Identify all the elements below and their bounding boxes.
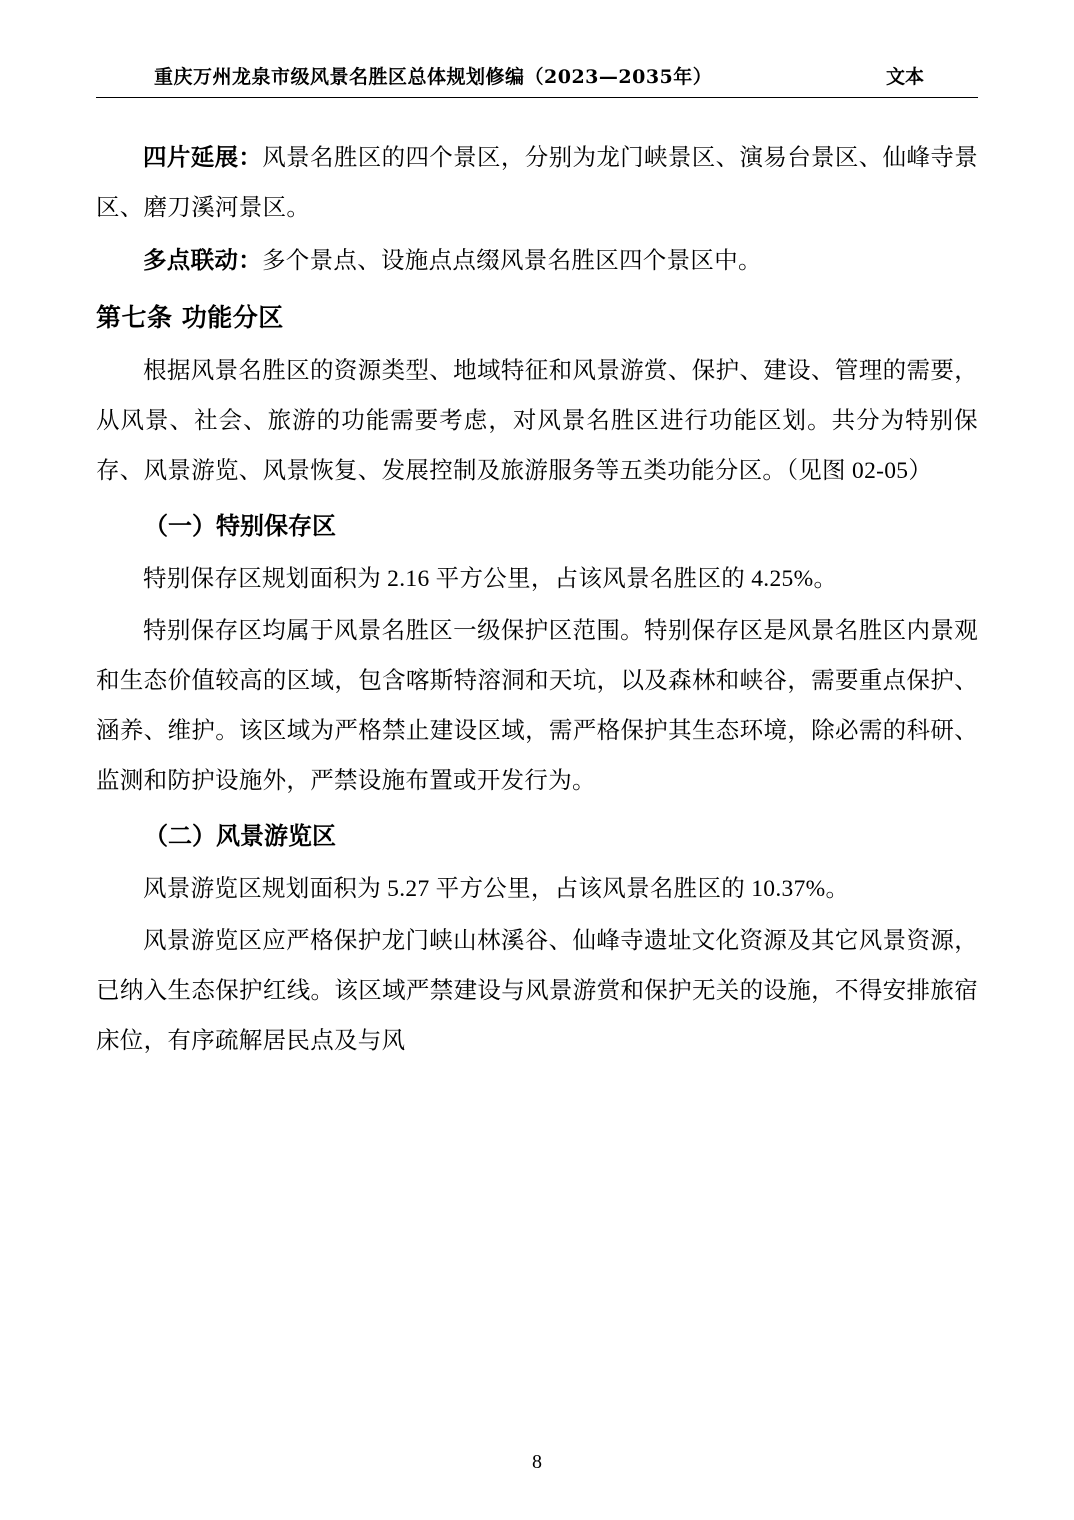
paragraph-special-preservation-rules: 特别保存区均属于风景名胜区一级保护区范围。特别保存区是风景名胜区内景观和生态价值较高的区域，包含喀斯特溶洞和天坑，以及森林和峡谷，需要重点保护、涵养、维护。该区域为严格禁止建设区域，需严格保护其生态环境，除必需的科研、监测和防护设施外，严禁设施布置或开发行为。 xyxy=(96,618,978,794)
subheading-scenic-tour: （二）风景游览区 xyxy=(144,821,336,850)
header-document-type: 文本 xyxy=(885,66,924,88)
paragraph-zoning-basis: 根据风景名胜区的资源类型、地域特征和风景游赏、保护、建设、管理的需要，从风景、社会、旅游的功能需要考虑，对风景名胜区进行功能区划。共分为特别保存、风景游览、风景恢复、发展控制及旅游服务等五类功能分区。（见图 02-05） xyxy=(96,358,978,484)
paragraph-multi-point-lead: 多点联动： xyxy=(143,246,262,274)
paragraph-multi-point xyxy=(96,235,978,286)
subheading-special-preservation: （一）特别保存区 xyxy=(144,511,336,540)
paragraph-four-areas-text: 风景名胜区的四个景区，分别为龙门峡景区、演易台景区、仙峰寺景区、磨刀溪河景区。 xyxy=(96,145,979,221)
page-header xyxy=(96,62,978,98)
header-title: 重庆万州龙泉市级风景名胜区总体规划修编（2023—2035年） xyxy=(154,66,713,88)
paragraph-four-areas xyxy=(96,132,978,233)
paragraph-scenic-tour-area: 风景游览区规划面积为 5.27 平方公里，占该风景名胜区的 10.37%。 xyxy=(143,876,850,902)
paragraph-special-preservation-area: 特别保存区规划面积为 2.16 平方公里，占该风景名胜区的 4.25%。 xyxy=(143,566,838,592)
page-number: 8 xyxy=(532,1451,542,1473)
section-heading-article-seven: 第七条 功能分区 xyxy=(96,303,284,332)
paragraph-four-areas-lead: 四片延展： xyxy=(143,143,263,171)
paragraph-multi-point-text: 多个景点、设施点点缀风景名胜区四个景区中。 xyxy=(262,248,762,274)
paragraph-scenic-tour-rules: 风景游览区应严格保护龙门峡山林溪谷、仙峰寺遗址文化资源及其它风景资源，已纳入生态保护红线。该区域严禁建设与风景游赏和保护无关的设施，不得安排旅宿床位，有序疏解居民点及与风 xyxy=(96,928,978,1054)
